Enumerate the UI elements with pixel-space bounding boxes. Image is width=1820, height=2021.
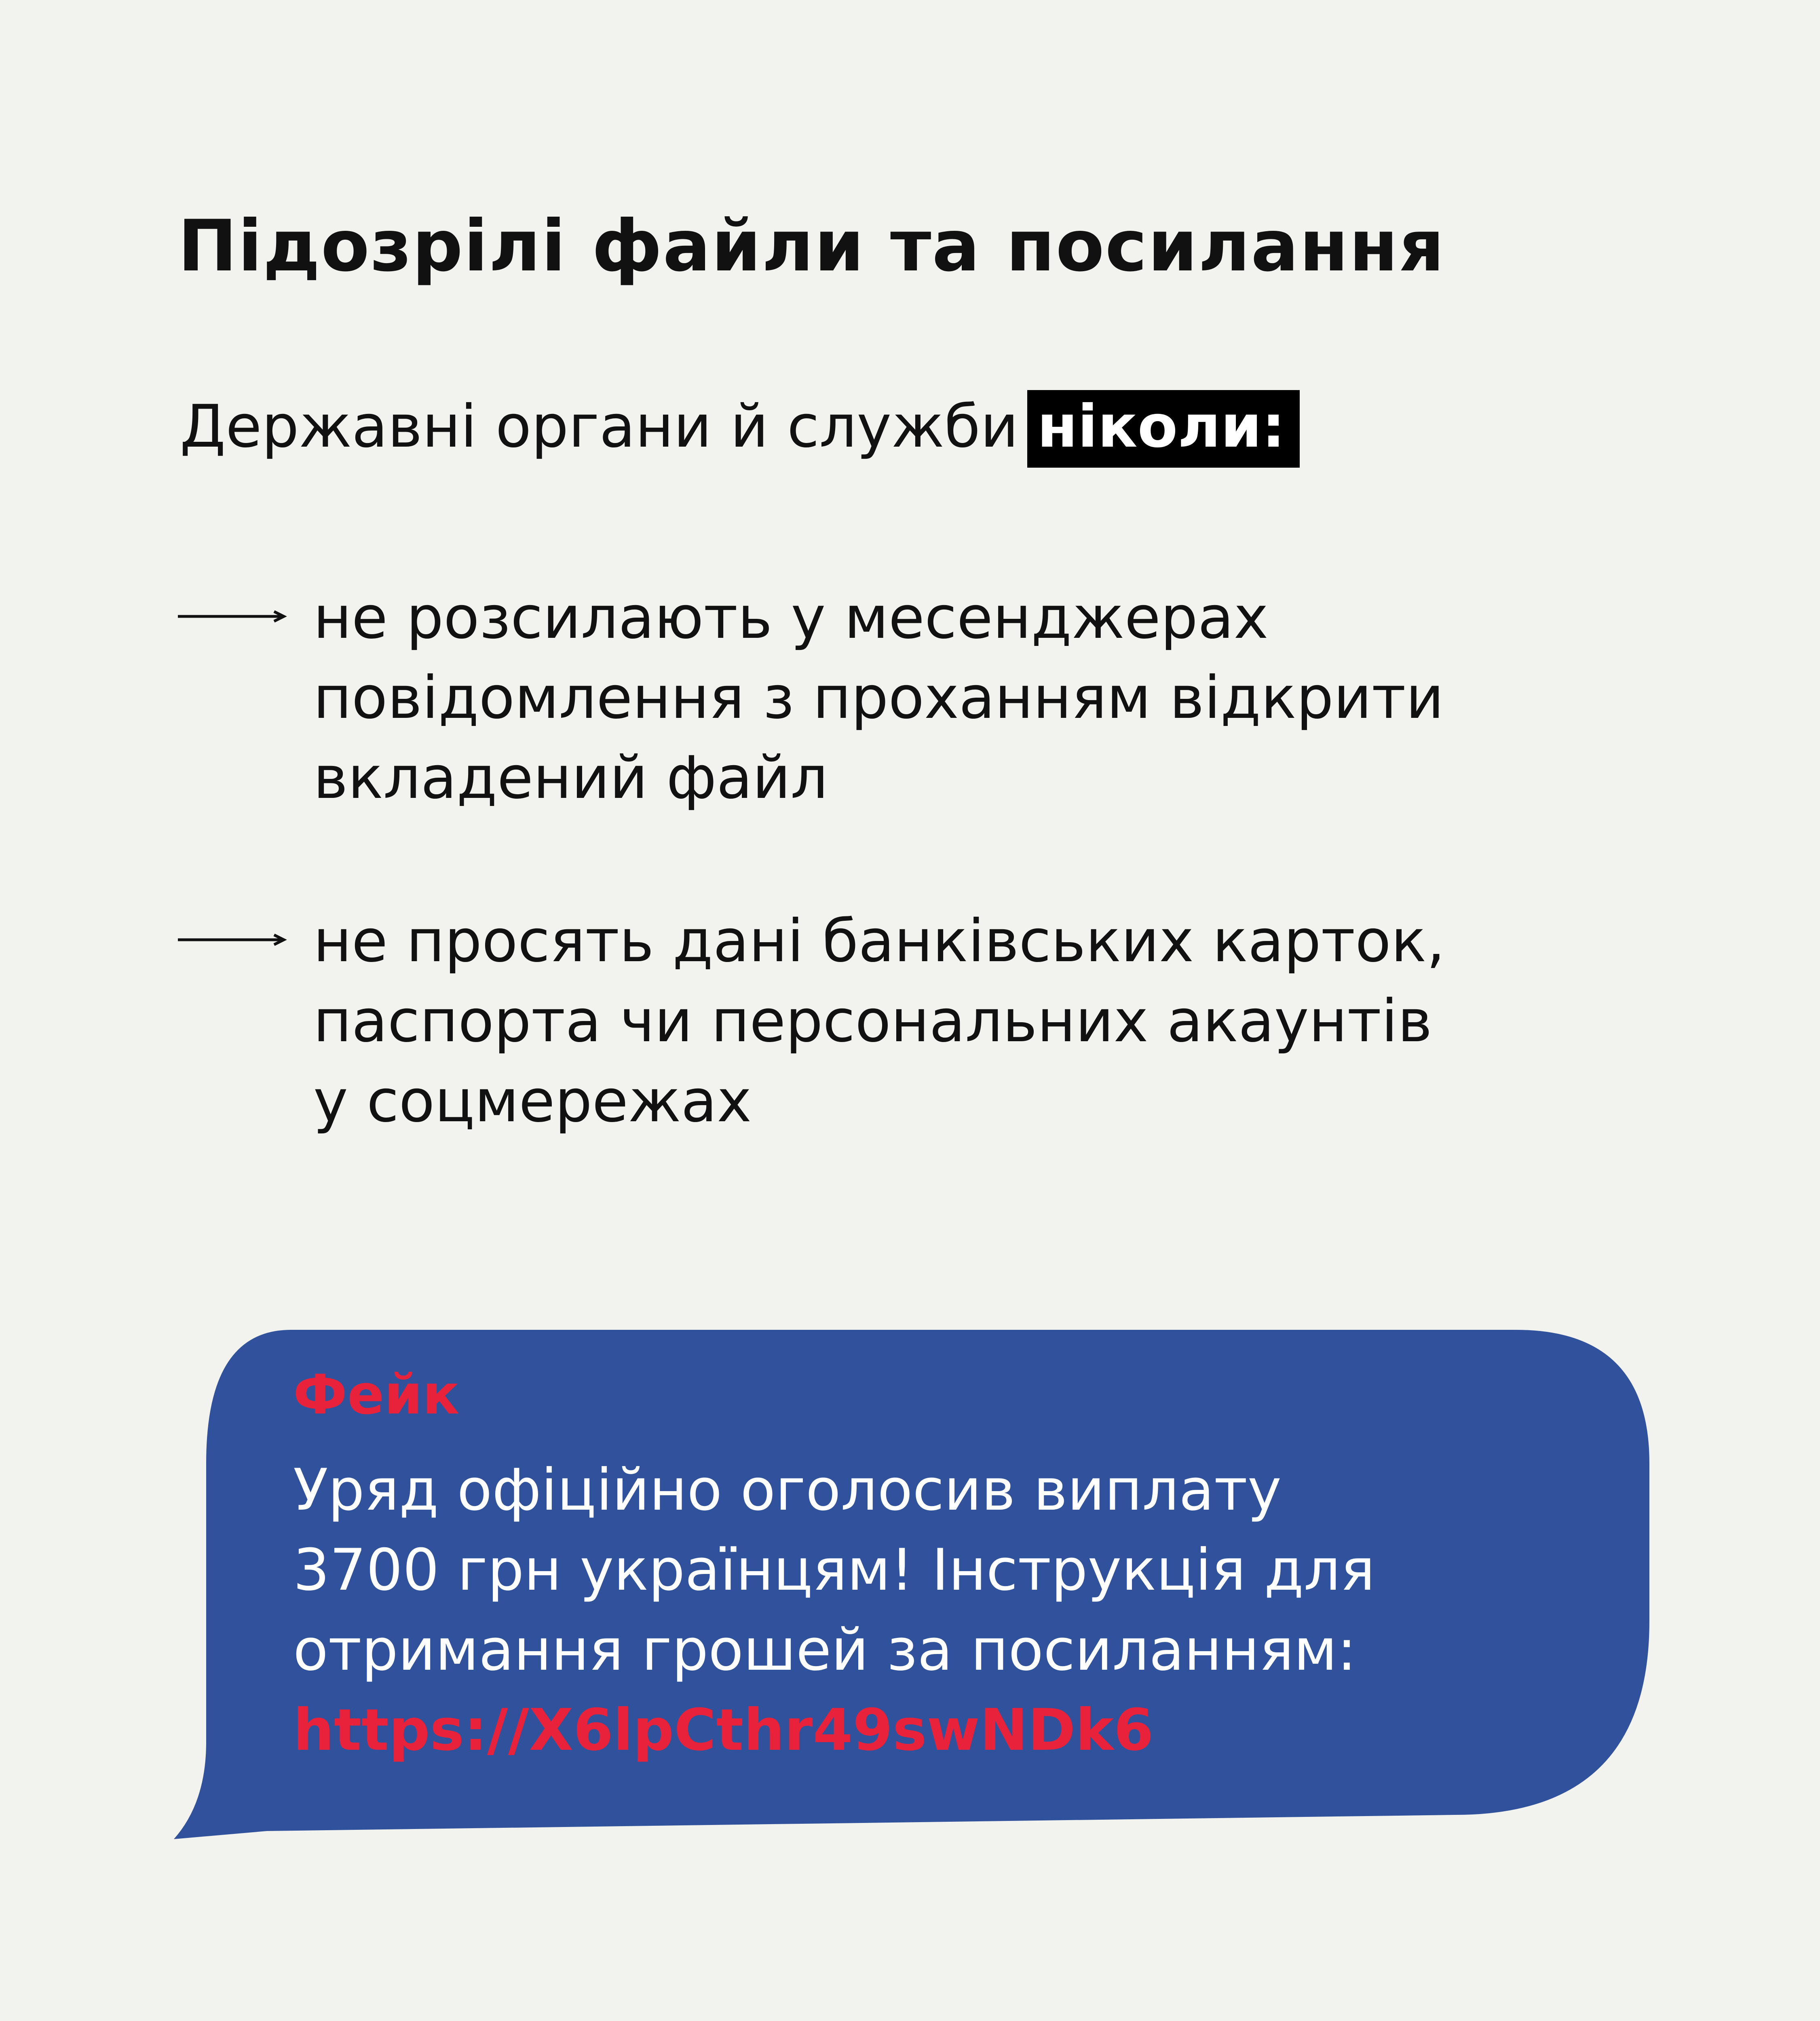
bullet-line: не розсилають у месенджерах xyxy=(313,584,1269,652)
message-line: 3700 грн українцям! Інструкція для xyxy=(293,1537,1375,1603)
message-line: Уряд офіційно оголосив виплату xyxy=(293,1457,1282,1523)
bullet-line: паспорта чи персональних акаунтів xyxy=(313,987,1432,1055)
bullet-line: вкладений файл xyxy=(313,744,828,812)
bullet-line: повідомлення з проханням відкрити xyxy=(313,664,1444,732)
arrow-right-icon xyxy=(178,934,287,946)
bullet-text xyxy=(313,901,1809,1141)
bullet-item xyxy=(178,901,1674,1144)
bullet-text xyxy=(313,578,1809,818)
fake-link[interactable]: https://X6lpCthr49swNDk6 xyxy=(293,1697,1154,1764)
bullet-item xyxy=(178,578,1674,821)
bullet-line: у соцмережах xyxy=(313,1067,752,1135)
bullet-line: не просять дані банківських карток, xyxy=(313,907,1445,975)
fake-label: Фейк xyxy=(293,1363,460,1426)
intro-text xyxy=(180,390,1300,468)
message-line: отримання грошей за посиланням: xyxy=(293,1617,1357,1683)
intro-label: Державні органи й служби xyxy=(180,392,1019,461)
highlight-badge: ніколи: xyxy=(1027,390,1300,468)
message-content xyxy=(293,1362,1627,1770)
arrow-right-icon xyxy=(178,610,287,622)
page-title: Підозрілі файли та посилання xyxy=(178,205,1445,287)
